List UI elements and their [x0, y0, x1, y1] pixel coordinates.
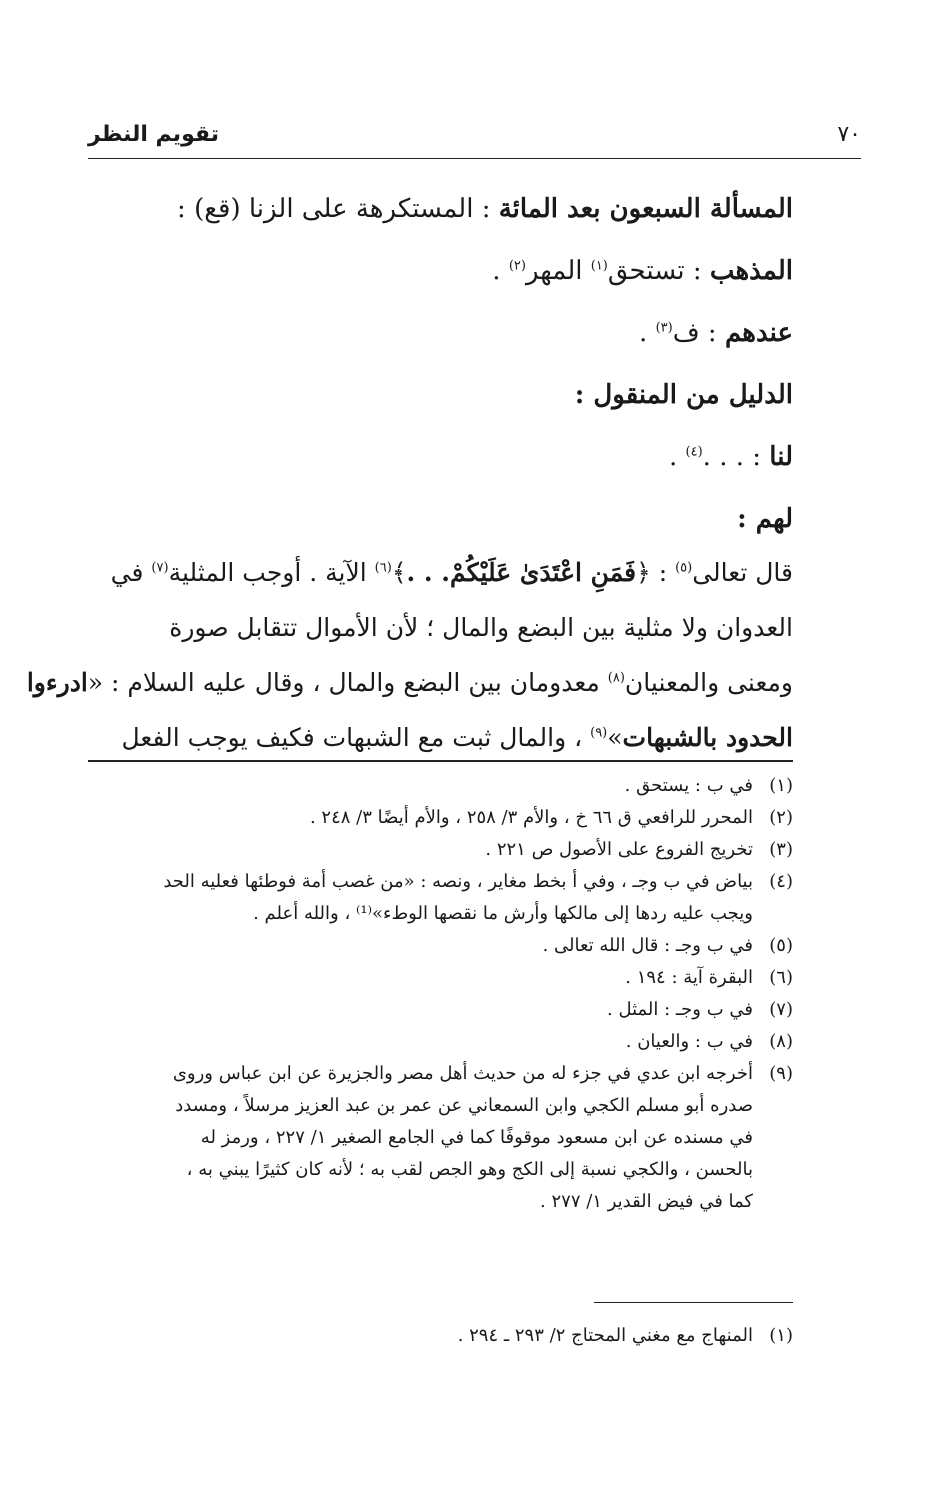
footnote-number: (٥) — [769, 935, 793, 956]
madhhab-text: : تستحق — [607, 256, 702, 286]
footnote-item — [88, 866, 793, 930]
footnote-item — [88, 962, 793, 994]
footnote-text — [88, 1026, 753, 1058]
madhhab-line — [88, 240, 793, 302]
paragraph-line: العدوان ولا مثلية بين البضع والمال ؛ لأن الأموال تتقابل صورة — [169, 613, 793, 642]
footnote-line: في مسنده عن ابن مسعود موقوفًا كما في الجامع الصغير ١/ ٢٢٧ ، ورمز له — [200, 1127, 753, 1148]
indahum-line — [88, 302, 793, 364]
footnote-ref: (٤) — [685, 444, 703, 460]
end-dot: . — [639, 318, 656, 348]
paragraph-line — [26, 655, 793, 710]
footnote-text — [88, 1058, 753, 1218]
footnote-divider — [88, 760, 793, 762]
footnote-line: بالحسن ، والكجي نسبة إلى الكج وهو الجص لقب به ؛ لأنه كان كثيرًا يبني به ، — [186, 1159, 753, 1180]
running-title: تقويم النظر — [88, 122, 219, 147]
footnote-line: كما في فيض القدير ١/ ٢٧٧ . — [540, 1191, 753, 1212]
indahum-label: عندهم — [724, 318, 793, 348]
footnote-line: البقرة آية : ١٩٤ . — [625, 967, 753, 988]
footnote-line: أخرجه ابن عدي في جزء له من حديث أهل مصر والجزيرة عن ابن عباس وروى — [172, 1063, 753, 1084]
paragraph-line — [88, 545, 793, 600]
footnote-number: (٩) — [769, 1063, 793, 1084]
footnote-number: (٨) — [769, 1031, 793, 1052]
quran-verse: فَمَنِ اعْتَدَىٰ عَلَيْكُمْ. . . — [406, 558, 637, 587]
lahum-line — [88, 488, 793, 550]
end-dot: . — [669, 442, 686, 472]
footnote-number: (١) — [769, 775, 793, 796]
page-header — [88, 118, 861, 159]
footnote-item — [88, 770, 793, 802]
dalil-line — [88, 364, 793, 426]
footnote-item — [88, 834, 793, 866]
argument-paragraph — [26, 545, 793, 765]
subnote-divider — [594, 1302, 793, 1303]
text-run: : ﴿ — [636, 558, 676, 587]
text-run: ومعنى والمعنيان — [624, 668, 793, 697]
indahum-text: : ف — [672, 318, 717, 348]
lahum-label: لهم : — [737, 504, 793, 534]
paragraph-line — [88, 710, 793, 765]
text-run: معدومان بين البضع والمال ، وقال عليه السلام : « — [87, 668, 608, 697]
lana-label: لنا — [769, 442, 793, 472]
footnote-ref: (٢) — [508, 258, 526, 274]
madhhab-label: المذهب — [709, 256, 793, 286]
footnote-item — [88, 1058, 793, 1218]
footnote-item — [88, 802, 793, 834]
footnote-ref: (٦) — [374, 560, 392, 576]
madhhab-word: المهر — [525, 256, 591, 286]
issue-heading: المسألة السبعون بعد المائة — [498, 194, 793, 224]
text-run: الآية . أوجب المثلية — [168, 558, 375, 587]
issue-line — [88, 178, 793, 240]
footnote-item — [88, 994, 793, 1026]
text-run: ، والمال ثبت مع الشبهات فكيف يوجب الفعل — [121, 723, 591, 752]
footnote-number: (٣) — [769, 839, 793, 860]
issue-text: : المستكرهة على الزنا (قع) : — [177, 194, 491, 224]
footnote-text — [88, 994, 753, 1026]
footnote-ref: (٥) — [675, 560, 693, 576]
footnote-line: ويجب عليه ردها إلى مالكها وأرش ما نقصها الوطء»⁽¹⁾ ، والله أعلم . — [253, 903, 753, 924]
footnote-line: صدره أبو مسلم الكجي وابن السمعاني عن عمر بن عبد العزيز مرسلاً ، ومسدد — [175, 1095, 753, 1116]
end-dot: . — [492, 256, 509, 286]
footnote-number: (٤) — [769, 871, 793, 892]
footnote-text — [88, 1320, 753, 1352]
footnote-line: في ب : يستحق . — [624, 775, 753, 796]
footnote-number: (١) — [769, 1325, 793, 1346]
main-text — [88, 178, 793, 550]
hadith-text: ادرءوا — [26, 668, 88, 697]
footnotes — [88, 770, 793, 1218]
footnote-text — [88, 930, 753, 962]
hadith-text: الحدود بالشبهات — [622, 723, 793, 752]
footnote-line: في ب وجـ : قال الله تعالى . — [542, 935, 753, 956]
footnote-text — [88, 866, 753, 930]
footnote-ref: (١) — [590, 258, 608, 274]
page-number: ٧٠ — [837, 122, 861, 147]
footnote-number: (٦) — [769, 967, 793, 988]
text-run: قال تعالى — [692, 558, 793, 587]
footnote-line: المنهاج مع مغني المحتاج ٢/ ٢٩٣ ـ ٢٩٤ . — [457, 1325, 753, 1346]
footnote-item — [88, 930, 793, 962]
lana-line — [88, 426, 793, 488]
footnote-line: في ب وجـ : المثل . — [607, 999, 753, 1020]
footnote-ref: (٣) — [655, 320, 673, 336]
footnote-number: (٧) — [769, 999, 793, 1020]
footnote-text — [88, 834, 753, 866]
footnote-item — [88, 1026, 793, 1058]
footnote-line: بياض في ب وجـ ، وفي أ بخط مغاير ، ونصه : «من غصب أمة فوطئها فعليه الحد — [163, 871, 753, 892]
footnote-ref: (٨) — [607, 670, 625, 686]
footnote-ref: (٩) — [590, 725, 608, 741]
text-run: » — [607, 723, 623, 752]
footnote-line: المحرر للرافعي ق ٦٦ خ ، والأم ٣/ ٢٥٨ ، والأم أيضًا ٣/ ٢٤٨ . — [309, 807, 753, 828]
dalil-heading: الدليل من المنقول : — [574, 380, 793, 410]
footnote-number: (٢) — [769, 807, 793, 828]
subnotes — [88, 1320, 793, 1352]
footnote-line: في ب : والعيان . — [625, 1031, 753, 1052]
text-run: ﴾ — [391, 558, 407, 587]
footnote-line: تخريج الفروع على الأصول ص ٢٢١ . — [485, 839, 753, 860]
footnote-ref: (٧) — [151, 560, 169, 576]
text-run: في — [110, 558, 152, 587]
footnote-item — [88, 1320, 793, 1352]
footnote-text — [88, 802, 753, 834]
footnote-text — [88, 770, 753, 802]
footnote-text — [88, 962, 753, 994]
lana-text: : . . . — [702, 442, 762, 472]
